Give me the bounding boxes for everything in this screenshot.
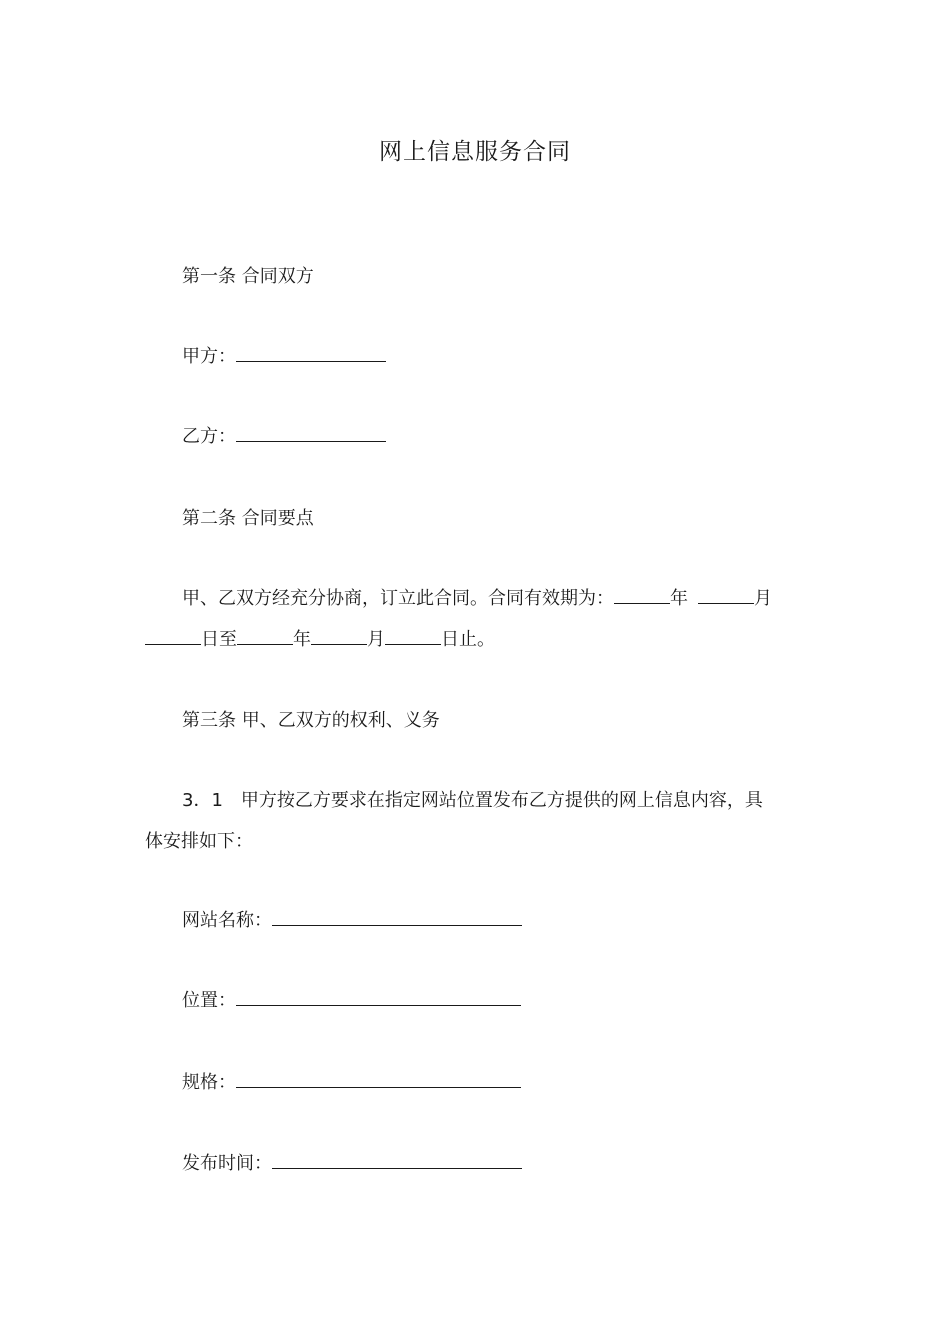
position-blank[interactable] [236,987,521,1006]
party-a-blank[interactable] [236,343,386,362]
start-day-blank[interactable] [145,626,201,645]
day-to-label: 日至 [201,629,237,650]
clause-3-1-line-2: 体安排如下： [145,831,253,852]
end-year-label: 年 [293,629,311,650]
position-line [182,987,521,1015]
party-a-label: 甲方： [182,346,236,367]
end-year-blank[interactable] [237,626,293,645]
month-label: 月 [754,588,772,609]
position-label: 位置： [182,990,236,1011]
article-1-heading: 第一条 合同双方 [182,266,314,287]
article-2-text: 甲、乙双方经充分协商，订立此合同。合同有效期为： [182,588,614,609]
article-2-heading: 第二条 合同要点 [182,508,314,529]
site-name-line [182,907,522,935]
end-month-blank[interactable] [311,626,367,645]
party-b-line [182,423,386,451]
spec-blank[interactable] [236,1069,521,1088]
end-day-blank[interactable] [385,626,441,645]
article-3-heading: 第三条 甲、乙双方的权利、义务 [182,710,440,731]
party-a-line [182,343,386,371]
article-2-paragraph-line-2 [145,626,495,654]
spec-label: 规格： [182,1072,236,1093]
spec-line [182,1069,521,1097]
start-month-blank[interactable] [698,585,754,604]
site-name-label: 网站名称： [182,910,272,931]
publish-time-blank[interactable] [272,1150,522,1169]
article-2-paragraph-line-1 [182,585,772,613]
page-title: 网上信息服务合同 [379,139,571,165]
party-b-blank[interactable] [236,423,386,442]
year-label: 年 [670,588,688,609]
end-month-label: 月 [367,629,385,650]
party-b-label: 乙方： [182,426,236,447]
clause-3-1-line-1: 3．1 甲方按乙方要求在指定网站位置发布乙方提供的网上信息内容，具 [182,790,763,811]
publish-time-line [182,1150,522,1178]
day-end-label: 日止。 [441,629,495,650]
start-year-blank[interactable] [614,585,670,604]
publish-time-label: 发布时间： [182,1153,272,1174]
site-name-blank[interactable] [272,907,522,926]
